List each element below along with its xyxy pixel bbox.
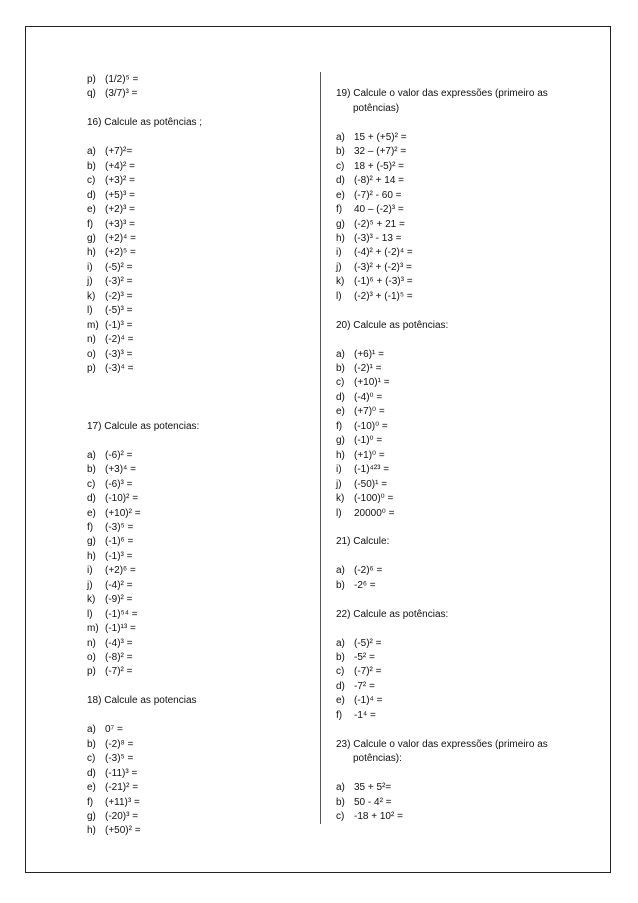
exercise-item: [336, 637, 576, 651]
exercise-item: [87, 319, 312, 333]
exercise-item: [336, 694, 576, 708]
item-expression: (-50)¹ =: [354, 478, 388, 490]
exercise-item: [87, 608, 312, 622]
item-letter: k): [87, 594, 96, 606]
item-letter: k): [336, 276, 345, 288]
exercise-item: [87, 796, 312, 810]
item-letter: p): [87, 363, 96, 375]
exercise-item: [87, 189, 312, 203]
item-expression: -5² =: [354, 652, 375, 663]
item-letter: h): [87, 550, 96, 562]
section-23-title: 23) Calcule o valor das expressões (primeiro as potências):: [336, 738, 548, 765]
item-expression: (-100)⁰ =: [354, 493, 394, 505]
item-letter: g): [336, 218, 345, 230]
item-expression: 40 – (-2)³ =: [354, 204, 404, 216]
exercise-item: [336, 507, 576, 521]
item-expression: 35 + 5²=: [354, 782, 392, 794]
item-letter: d): [87, 767, 96, 779]
exercise-item: [87, 824, 312, 838]
item-letter: m): [87, 319, 99, 331]
item-letter: h): [87, 825, 96, 837]
item-expression: (+3)⁴ =: [105, 464, 136, 476]
item-expression: (-4)⁰ =: [354, 391, 383, 403]
item-expression: (-8)² =: [105, 652, 133, 664]
exercise-item: [336, 189, 576, 203]
exercise-item: [87, 550, 312, 564]
exercise-item: [87, 593, 312, 607]
exercise-item: [336, 781, 576, 795]
item-expression: (-10)² =: [105, 493, 139, 505]
item-letter: p): [87, 74, 96, 85]
item-expression: (-21)² =: [105, 782, 139, 794]
item-letter: j): [87, 276, 93, 288]
exercise-item: [336, 405, 576, 419]
item-expression: (-9)² =: [105, 594, 133, 606]
item-expression: (+3)³ =: [105, 218, 136, 230]
item-expression: (-3)² =: [105, 276, 133, 288]
item-expression: -2⁶ =: [354, 579, 376, 591]
exercise-item: [87, 651, 312, 665]
item-letter: b): [336, 363, 345, 374]
item-expression: -1⁴ =: [354, 709, 376, 721]
item-expression: (+5)³ =: [105, 189, 136, 201]
exercise-item: [336, 680, 576, 694]
item-expression: (+2)⁴ =: [105, 232, 136, 244]
item-letter: b): [336, 146, 345, 158]
item-letter: f): [87, 796, 94, 808]
item-letter: j): [336, 478, 342, 490]
list-section-20: [336, 348, 576, 521]
item-letter: d): [87, 493, 96, 505]
item-expression: (-2)³ + (-1)⁵ =: [354, 290, 413, 302]
item-letter: k): [336, 493, 345, 505]
right-column: [336, 73, 576, 824]
exercise-item: [87, 449, 312, 463]
exercise-item: [336, 391, 576, 405]
exercise-item: [336, 449, 576, 463]
section-20-title: 20) Calcule as potências:: [336, 319, 449, 331]
exercise-item: [87, 290, 312, 304]
exercise-item: [87, 145, 312, 159]
item-letter: k): [87, 290, 96, 302]
exercise-item: [87, 492, 312, 506]
item-letter: l): [336, 290, 342, 302]
item-expression: (-3)⁵ =: [105, 521, 134, 533]
item-expression: (-2)⁵ + 21 =: [354, 218, 405, 230]
item-expression: (-3)³ =: [105, 348, 133, 360]
exercise-item: [336, 463, 576, 477]
item-letter: a): [336, 782, 345, 794]
item-expression: (3/7)³ =: [105, 88, 138, 100]
column-divider: [320, 72, 321, 824]
exercise-item: [336, 492, 576, 506]
item-letter: a): [87, 449, 96, 461]
exercise-item: [336, 376, 576, 390]
exercise-item: [336, 564, 576, 578]
exercise-item: [87, 304, 312, 318]
item-letter: f): [87, 218, 94, 230]
item-letter: b): [336, 652, 345, 663]
item-letter: e): [336, 695, 345, 707]
item-expression: 0⁷ =: [105, 724, 123, 736]
item-letter: b): [87, 160, 96, 172]
item-expression: (-3)³ - 13 =: [354, 232, 402, 244]
item-letter: j): [336, 261, 342, 273]
item-expression: (-1)⁵⁴ =: [105, 608, 138, 620]
list-section-22: [336, 637, 576, 724]
exercise-item: [336, 290, 576, 304]
item-letter: m): [87, 623, 99, 635]
exercise-item: [87, 87, 312, 101]
exercise-item: [87, 521, 312, 535]
list-section-17: [87, 449, 312, 680]
item-expression: (-1)⁴ =: [354, 695, 383, 707]
item-letter: f): [336, 204, 343, 216]
item-letter: b): [336, 796, 345, 808]
item-expression: (-1)⁶ + (-3)³ =: [354, 276, 413, 288]
item-letter: j): [87, 579, 93, 591]
exercise-item: [336, 478, 576, 492]
exercise-item: [87, 579, 312, 593]
item-expression: (+7)⁰ =: [354, 406, 385, 418]
item-letter: g): [87, 232, 96, 244]
list-section-23: [336, 781, 576, 824]
item-expression: (-1)³ =: [105, 319, 133, 331]
exercise-item: [87, 781, 312, 795]
item-letter: e): [87, 507, 96, 519]
item-expression: (-4)³ =: [105, 637, 133, 649]
item-expression: (-20)³ =: [105, 810, 139, 822]
item-letter: f): [87, 521, 94, 533]
exercise-item: [336, 160, 576, 174]
exercise-item: [336, 203, 576, 217]
item-letter: b): [87, 738, 96, 750]
item-expression: (+6)¹ =: [354, 348, 385, 360]
exercise-item: [87, 564, 312, 578]
item-expression: 18 + (-5)² =: [354, 160, 405, 172]
item-letter: i): [87, 261, 93, 273]
item-letter: i): [336, 247, 342, 259]
item-expression: (-2)¹ =: [354, 363, 382, 374]
item-letter: p): [87, 666, 96, 678]
item-expression: (-7)² =: [105, 666, 133, 678]
exercise-item: [87, 348, 312, 362]
item-expression: -7² =: [354, 680, 375, 692]
item-expression: (+7)²=: [105, 146, 133, 158]
item-expression: (-3)² + (-2)³ =: [354, 261, 412, 273]
item-letter: e): [87, 782, 96, 794]
section-18-title: 18) Calcule as potencias: [87, 695, 197, 707]
item-expression: (-3)⁴ =: [105, 363, 134, 375]
item-expression: (+4)² =: [105, 160, 136, 172]
item-letter: o): [87, 652, 96, 664]
exercise-item: [87, 507, 312, 521]
item-expression: (+2)⁶ =: [105, 565, 136, 577]
item-expression: (+50)² =: [105, 825, 141, 837]
item-expression: (1/2)⁵ =: [105, 74, 139, 85]
exercise-item: [87, 246, 312, 260]
item-expression: 15 + (+5)² =: [354, 131, 407, 143]
exercise-item: [336, 218, 576, 232]
item-expression: (-6)² =: [105, 449, 133, 461]
section-16-title: 16) Calcule as potências ;: [87, 117, 203, 129]
list-section-21: [336, 564, 576, 593]
item-expression: (+10)² =: [105, 507, 141, 519]
item-letter: d): [336, 175, 345, 187]
item-letter: a): [336, 637, 345, 649]
item-letter: a): [336, 131, 345, 143]
list-section-19: [336, 131, 576, 304]
item-expression: (-2)⁶ =: [354, 565, 383, 577]
item-expression: (-7)² - 60 =: [354, 189, 402, 201]
exercise-item: [87, 203, 312, 217]
item-letter: e): [336, 189, 345, 201]
exercise-item: [336, 246, 576, 260]
item-expression: (-5)³ =: [105, 305, 133, 317]
exercise-item: [87, 73, 312, 87]
item-expression: (-5)² =: [354, 637, 382, 649]
item-expression: (-4)² =: [105, 579, 133, 591]
exercise-item: [336, 665, 576, 679]
item-expression: (+11)³ =: [105, 796, 140, 808]
exercise-item: [87, 232, 312, 246]
exercise-item: [87, 810, 312, 824]
item-letter: h): [336, 449, 345, 461]
item-letter: c): [87, 753, 96, 765]
item-letter: d): [87, 189, 96, 201]
exercise-item: [336, 275, 576, 289]
exercise-item: [87, 723, 312, 737]
exercise-item: [87, 362, 312, 376]
exercise-item: [87, 665, 312, 679]
item-expression: (-1)⁰ =: [354, 435, 383, 447]
item-letter: a): [336, 565, 345, 577]
exercise-item: [336, 362, 576, 376]
exercise-item: [87, 174, 312, 188]
exercise-item: [87, 535, 312, 549]
exercise-item: [87, 333, 312, 347]
item-letter: l): [336, 507, 342, 519]
item-letter: e): [87, 204, 96, 216]
item-expression: (-3)⁵ =: [105, 753, 134, 765]
item-letter: g): [87, 810, 96, 822]
exercise-item: [336, 579, 576, 593]
exercise-item: [87, 160, 312, 174]
item-letter: o): [87, 348, 96, 360]
section-19-title: 19) Calcule o valor das expressões (primeiro as potências): [336, 88, 548, 114]
exercise-item: [336, 174, 576, 188]
item-letter: d): [336, 680, 345, 692]
item-expression: (-6)³ =: [105, 478, 133, 490]
item-letter: f): [336, 420, 343, 432]
item-letter: b): [336, 579, 345, 591]
exercise-item: [336, 261, 576, 275]
exercise-item: [336, 348, 576, 362]
item-letter: i): [87, 565, 93, 577]
item-expression: 32 – (+7)² =: [354, 146, 407, 158]
exercise-item: [87, 478, 312, 492]
item-letter: c): [336, 810, 345, 822]
exercise-item: [87, 738, 312, 752]
exercise-item: [87, 275, 312, 289]
item-letter: q): [87, 88, 96, 100]
item-letter: n): [87, 637, 96, 649]
item-letter: g): [336, 435, 345, 447]
item-expression: (+2)³ =: [105, 204, 136, 216]
exercise-item: [336, 131, 576, 145]
exercise-item: [87, 463, 312, 477]
item-letter: h): [336, 232, 345, 244]
item-letter: f): [336, 709, 343, 721]
exercise-item: [87, 218, 312, 232]
item-letter: c): [87, 478, 96, 490]
section-21-title: 21) Calcule:: [336, 536, 390, 548]
list-top: [87, 73, 312, 102]
item-letter: l): [87, 305, 93, 317]
item-expression: (-2)⁴ =: [105, 334, 134, 346]
exercise-item: [336, 709, 576, 723]
item-expression: (+2)⁵ =: [105, 247, 136, 259]
exercise-item: [336, 420, 576, 434]
list-section-16: [87, 145, 312, 376]
exercise-item: [336, 145, 576, 159]
item-expression: (-10)⁰ =: [354, 420, 388, 432]
item-expression: 50 - 4² =: [354, 796, 392, 808]
item-expression: (+3)² =: [105, 175, 136, 187]
item-expression: (-2)³ =: [105, 290, 133, 302]
item-letter: a): [336, 348, 345, 360]
item-expression: 20000⁰ =: [354, 507, 395, 519]
item-expression: (-1)⁴²³ =: [354, 464, 390, 476]
item-expression: (-8)² + 14 =: [354, 175, 405, 187]
item-expression: (-5)² =: [105, 261, 133, 273]
left-column: [87, 73, 312, 839]
exercise-item: [87, 637, 312, 651]
item-letter: c): [336, 160, 345, 172]
item-expression: (-11)³ =: [105, 767, 138, 779]
exercise-item: [336, 434, 576, 448]
item-expression: (-1)¹³ =: [105, 623, 136, 635]
exercise-item: [87, 622, 312, 636]
item-expression: (-4)² + (-2)⁴ =: [354, 247, 413, 259]
exercise-item: [336, 796, 576, 810]
item-expression: (-7)² =: [354, 666, 382, 678]
exercise-item: [336, 232, 576, 246]
item-expression: (-2)⁸ =: [105, 738, 134, 750]
item-expression: (+1)⁰ =: [354, 449, 385, 461]
item-expression: (-1)³ =: [105, 550, 133, 562]
item-letter: c): [87, 175, 96, 187]
item-letter: g): [87, 536, 96, 548]
item-letter: c): [336, 666, 345, 678]
item-letter: n): [87, 334, 96, 346]
exercise-item: [87, 752, 312, 766]
section-17-title: 17) Calcule as potencias:: [87, 420, 200, 432]
exercise-item: [336, 810, 576, 824]
exercise-item: [87, 261, 312, 275]
item-letter: b): [87, 464, 96, 476]
item-expression: (-1)⁶ =: [105, 536, 134, 548]
item-letter: a): [87, 146, 96, 158]
exercise-item: [336, 651, 576, 665]
item-letter: c): [336, 377, 345, 389]
item-letter: e): [336, 406, 345, 418]
item-letter: d): [336, 391, 345, 403]
item-expression: (+10)¹ =: [354, 377, 390, 389]
item-letter: h): [87, 247, 96, 259]
item-letter: l): [87, 608, 93, 620]
item-letter: a): [87, 724, 96, 736]
list-section-18: [87, 723, 312, 839]
item-letter: i): [336, 464, 342, 476]
exercise-item: [87, 767, 312, 781]
section-22-title: 22) Calcule as potências:: [336, 608, 449, 620]
item-expression: -18 + 10² =: [354, 810, 403, 822]
